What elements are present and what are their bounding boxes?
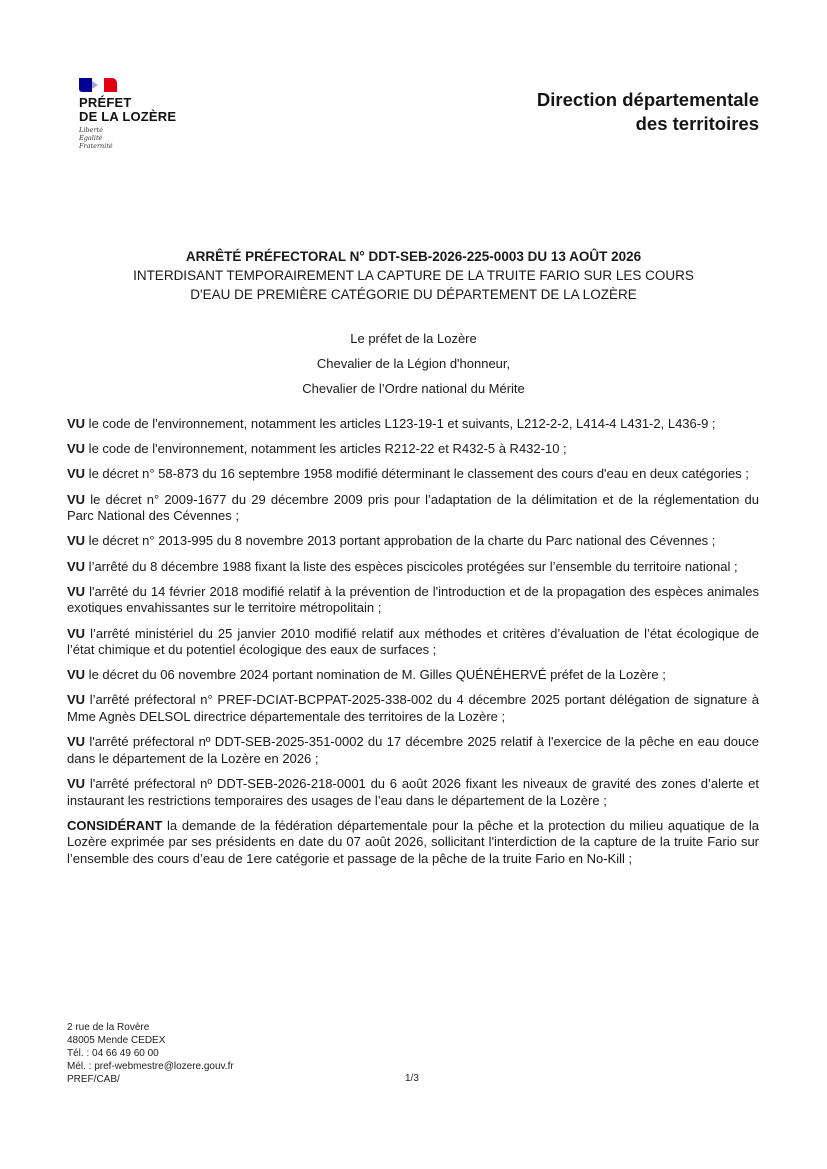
visa-text: l'arrêté préfectoral nº DDT-SEB-2025-351-0002 du 17 décembre 2025 relatif à l'exercice de la pêche en eau douce dans le département de la Lozère en 2026 ; xyxy=(67,734,759,766)
logo-line1: PRÉFET xyxy=(79,95,132,110)
direction-header xyxy=(537,88,759,136)
visa-text: l'arrêté préfectoral nº DDT-SEB-2026-218-0001 du 6 août 2026 fixant les niveaux de gravité des zones d’alerte et instaurant les restrictions temporaires des usages de l’eau dans le département de la Lozère ; xyxy=(67,776,759,808)
visa-text: le décret n° 2013-995 du 8 novembre 2013 portant approbation de la charte du Parc national des Cévennes ; xyxy=(85,533,716,549)
visa-text: l’arrêté préfectoral n° PREF-DCIAT-BCPPAT-2025-338-002 du 4 décembre 2025 portant délégation de signature à Mme Agnès DELSOL directrice départementale des territoires de la Lozère ; xyxy=(67,692,759,725)
considerant-text: la demande de la fédération départementale pour la pêche et la protection du milieu aquatique de la Lozère exprimée par ses présidents en date du 07 août 2026, sollicitant l'interdiction de la capture de la truite Fario sur l’ensemble des cours d’eau de 1ere catégorie et passage de la pêche de la truite Fario en No-Kill ; xyxy=(67,817,759,866)
visa-text: le décret n° 58-873 du 16 septembre 1958 modifié déterminant le classement des cours d'eau en deux catégories ; xyxy=(85,466,749,482)
footer-ref: PREF/CAB/ xyxy=(67,1074,120,1085)
visa-text: le décret n° 2009-1677 du 29 décembre 2009 pris pour l’adaptation de la délimitation et de la réglementation du Parc National des Cévennes ; xyxy=(67,491,759,524)
visa-keyword: VU xyxy=(67,466,86,482)
motto-egalite: Égalité xyxy=(79,134,103,142)
motto-liberte: Liberté xyxy=(79,126,103,134)
prefet-line1: Le préfet de la Lozère xyxy=(350,331,477,346)
considerant-keyword: CONSIDÉRANT xyxy=(67,817,163,833)
direction-line2: des territoires xyxy=(635,113,759,134)
visa-keyword: VU xyxy=(67,583,86,599)
visa-text: l'arrêté du 14 février 2018 modifié relatif à la prévention de l'introduction et de la propagation des espèces animales exotiques envahissantes sur le territoire métropolitain ; xyxy=(67,583,759,616)
visa-text: le code de l'environnement, notamment les articles R212-22 et R432-5 à R432-10 ; xyxy=(85,441,567,457)
visa-paragraph xyxy=(67,584,759,617)
visa-text: le code de l'environnement, notamment les articles L123-19-1 et suivants, L212-2-2, L414-4 L431-2, L436-9 ; xyxy=(85,416,716,431)
logo-line2: DE LA LOZÈRE xyxy=(79,109,177,124)
visas-body xyxy=(67,416,759,876)
considerant-paragraph xyxy=(67,818,759,868)
visa-keyword: VU xyxy=(67,441,86,457)
visa-paragraph xyxy=(67,533,759,550)
prefet-line2: Chevalier de la Légion d'honneur, xyxy=(316,356,511,371)
visa-text: l’arrêté du 8 décembre 1988 fixant la liste des espèces piscicoles protégées sur l’ensemble du territoire national ; xyxy=(85,558,738,574)
visa-paragraph xyxy=(67,734,759,767)
logo-title xyxy=(79,96,209,124)
arrete-title-line3: D'EAU DE PREMIÈRE CATÉGORIE DU DÉPARTEMENT DE LA LOZÈRE xyxy=(190,287,637,302)
visa-text: l’arrêté ministériel du 25 janvier 2010 modifié relatif aux méthodes et critères d’évaluation de l’état écologique de l’état chimique et du potentiel écologique des eaux de surfaces ; xyxy=(67,625,759,658)
visa-paragraph xyxy=(67,776,759,809)
visa-keyword: VU xyxy=(67,667,86,683)
page-number: 1/3 xyxy=(405,1073,419,1084)
arrete-title xyxy=(90,247,737,304)
visa-paragraph xyxy=(67,441,759,458)
visa-keyword: VU xyxy=(67,692,86,708)
visa-keyword: VU xyxy=(67,625,86,641)
motto-fraternite: Fraternité xyxy=(79,142,113,150)
footer-address-line1: 2 rue de la Rovère xyxy=(67,1022,150,1033)
visa-paragraph xyxy=(67,626,759,659)
visa-keyword: VU xyxy=(67,416,86,431)
visa-paragraph xyxy=(67,416,759,433)
visa-keyword: VU xyxy=(67,558,86,574)
visa-keyword: VU xyxy=(67,734,86,750)
logo-motto xyxy=(79,126,209,150)
prefet-line3: Chevalier de l’Ordre national du Mérite xyxy=(302,381,525,396)
visa-paragraph xyxy=(67,492,759,525)
visa-paragraph xyxy=(67,667,759,684)
prefet-block xyxy=(150,326,677,401)
visa-text: le décret du 06 novembre 2024 portant nomination de M. Gilles QUÉNÉHERVÉ préfet de la Lozère ; xyxy=(85,667,666,683)
prefecture-logo xyxy=(79,78,209,150)
visa-paragraph xyxy=(67,692,759,725)
footer-email: Mél. : pref-webmestre@lozere.gouv.fr xyxy=(67,1061,234,1072)
footer-phone: Tél. : 04 66 49 60 00 xyxy=(67,1048,159,1059)
arrete-title-line1: ARRÊTÉ PRÉFECTORAL N° DDT-SEB-2026-225-0003 DU 13 AOÛT 2026 xyxy=(185,249,642,264)
visa-paragraph xyxy=(67,466,759,483)
visa-keyword: VU xyxy=(67,491,86,507)
visa-keyword: VU xyxy=(67,533,86,549)
footer-address-line2: 48005 Mende CEDEX xyxy=(67,1035,166,1046)
footer-address xyxy=(67,1021,234,1086)
direction-line1: Direction départementale xyxy=(536,89,759,110)
visa-paragraph xyxy=(67,559,759,576)
arrete-title-line2: INTERDISANT TEMPORAIREMENT LA CAPTURE DE LA TRUITE FARIO SUR LES COURS xyxy=(133,268,694,283)
visa-keyword: VU xyxy=(67,776,86,792)
marianne-flag-icon xyxy=(79,78,117,92)
